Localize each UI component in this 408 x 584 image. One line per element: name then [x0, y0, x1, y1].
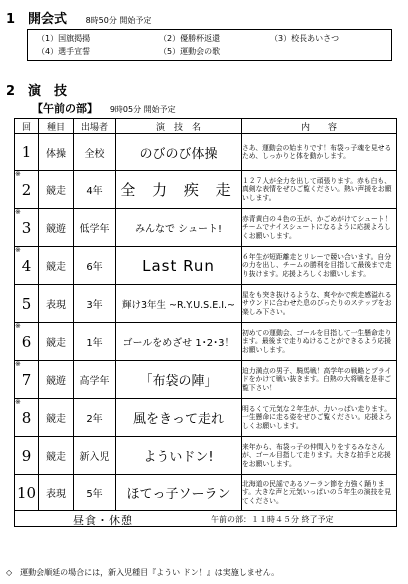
table-row: [15, 285, 397, 323]
row-who: 2年: [74, 399, 116, 437]
row-no: ※ 3: [15, 209, 39, 247]
morning-heading: [32, 100, 176, 116]
row-who: 3年: [74, 285, 116, 323]
lunch-row: [15, 511, 397, 527]
ceremony-item-3: （3）校長あいさつ: [270, 34, 340, 43]
row-no: 9: [15, 437, 39, 475]
row-title: みんなで シュート!: [116, 209, 242, 247]
row-desc: １２７人が全力を出して頑張ります。赤も白も、真剣な表情をぜひご覧ください。熱い声援をお願いします。: [242, 171, 397, 209]
row-cat: 競走: [39, 171, 74, 209]
row-desc: ６年生が短距離走とリレーで競い合います。自分の力を出し、チームの勝利を目指して最後まで走り抜けます。応援よろしくお願いします。: [242, 247, 397, 285]
star-mark: ※: [15, 170, 21, 178]
row-desc: 初めての運動会、ゴールを目指して一生懸命走ります。最後まで走りぬけることができるよう応援お願いします。: [242, 323, 397, 361]
table-row: [15, 323, 397, 361]
star-mark: ※: [15, 246, 21, 254]
row-who: 全校: [74, 134, 116, 171]
header-desc: 内 容: [242, 119, 397, 134]
row-title: 風をきって走れ: [116, 399, 242, 437]
row-who: 4年: [74, 171, 116, 209]
header-no: 回: [15, 119, 39, 134]
table-row: [15, 134, 397, 171]
row-cat: 競走: [39, 399, 74, 437]
row-desc: 星をも突き抜けるような、爽やかで疾走感溢れるサウンドに合わせた息のぴったりのステップをお楽しみ下さい。: [242, 285, 397, 323]
row-desc: さあ、運動会の始まりです！布袋っ子魂を見せるため、しっかりと体を動かします。: [242, 134, 397, 171]
lunch-cell: [15, 511, 397, 527]
row-cat: 競遊: [39, 361, 74, 399]
star-mark: ※: [15, 398, 21, 406]
table-row: [15, 399, 397, 437]
header-who: 出場者: [74, 119, 116, 134]
row-cat: 競走: [39, 437, 74, 475]
row-who: 低学年: [74, 209, 116, 247]
row-who: 1年: [74, 323, 116, 361]
row-desc: 北海道の民謡であるソーラン節を力強く踊ります。大きな声と元気いっぱいの５年生の演技を見てください。: [242, 475, 397, 511]
row-who: 6年: [74, 247, 116, 285]
row-cat: 競走: [39, 247, 74, 285]
ceremony-box: [27, 29, 392, 61]
row-title: ゴールをめざせ 1･2･3！: [116, 323, 242, 361]
program-table: [14, 118, 397, 527]
row-title: よういドン!: [116, 437, 242, 475]
ceremony-item-2: （2）優勝杯返還: [159, 34, 221, 43]
row-title: ほてっ子ソーラン: [116, 475, 242, 511]
row-cat: 競走: [39, 323, 74, 361]
lunch-note: 午前の部：１１時４５分 終了予定: [211, 515, 334, 524]
table-header-row: [15, 119, 397, 134]
row-title: 全 力 疾 走: [116, 171, 242, 209]
section1-heading: [6, 8, 151, 27]
section1-time: 8時50分 開始予定: [85, 16, 152, 25]
row-who: 高学年: [74, 361, 116, 399]
table-row: [15, 171, 397, 209]
table-row: [15, 437, 397, 475]
row-title: のびのび体操: [116, 134, 242, 171]
row-no: ※ 8: [15, 399, 39, 437]
lunch-label: 昼食・休憩: [73, 514, 133, 527]
row-cat: 表現: [39, 475, 74, 511]
row-desc: 来年から、布袋っ子の仲間入りをするみなさんが、ゴール目指して走ります。大きな拍手と応援をお願いします。: [242, 437, 397, 475]
star-mark: ※: [15, 360, 21, 368]
table-row: [15, 475, 397, 511]
row-desc: 迫力満点の男子、騎馬戦！高学年の戦略とプライドをかけて戦い抜きます。白熱の大将戦を是非ご覧下さい！: [242, 361, 397, 399]
row-no: 1: [15, 134, 39, 171]
row-no: ※ 2: [15, 171, 39, 209]
section1-title: 1 開会式: [6, 12, 68, 27]
ceremony-item-5: （5）運動会の歌: [159, 47, 221, 56]
footnote: ◇ 運動会順延の場合には，新入児種目『ようい ドン！』は実施しません。: [6, 568, 280, 577]
morning-time: 9時05分 開始予定: [109, 105, 176, 114]
row-who: 新入児: [74, 437, 116, 475]
row-cat: 表現: [39, 285, 74, 323]
table-row: [15, 209, 397, 247]
row-no: ※ 6: [15, 323, 39, 361]
ceremony-item-4: （4）選手宣誓: [37, 47, 91, 56]
row-cat: 体操: [39, 134, 74, 171]
row-title: 輝け3年生 ~R.Y.U.S.E.I.~: [116, 285, 242, 323]
section2-title: 2 演 技: [6, 84, 68, 99]
header-cat: 種目: [39, 119, 74, 134]
ceremony-item-1: （1）国旗掲揚: [37, 34, 91, 43]
star-mark: ※: [15, 208, 21, 216]
header-title: 演 技 名: [116, 119, 242, 134]
row-no: ※ 4: [15, 247, 39, 285]
row-title: Last Run: [116, 247, 242, 285]
row-no: 10: [15, 475, 39, 511]
table-row: [15, 247, 397, 285]
row-who: 5年: [74, 475, 116, 511]
row-no: 5: [15, 285, 39, 323]
row-cat: 競遊: [39, 209, 74, 247]
row-desc: 赤青黄白の４色の玉が、かごめがけてシュート！チームでナイスシュートになるように応援よろしくお願いします。: [242, 209, 397, 247]
row-desc: 明るくて元気な２年生が、力いっぱい走ります。一生懸命に走る姿をぜひご覧ください。応援よろしくお願いします。: [242, 399, 397, 437]
morning-label: 【午前の部】: [32, 102, 98, 115]
row-no: ※ 7: [15, 361, 39, 399]
star-mark: ※: [15, 322, 21, 330]
table-row: [15, 361, 397, 399]
row-title: 「布袋の陣」: [116, 361, 242, 399]
